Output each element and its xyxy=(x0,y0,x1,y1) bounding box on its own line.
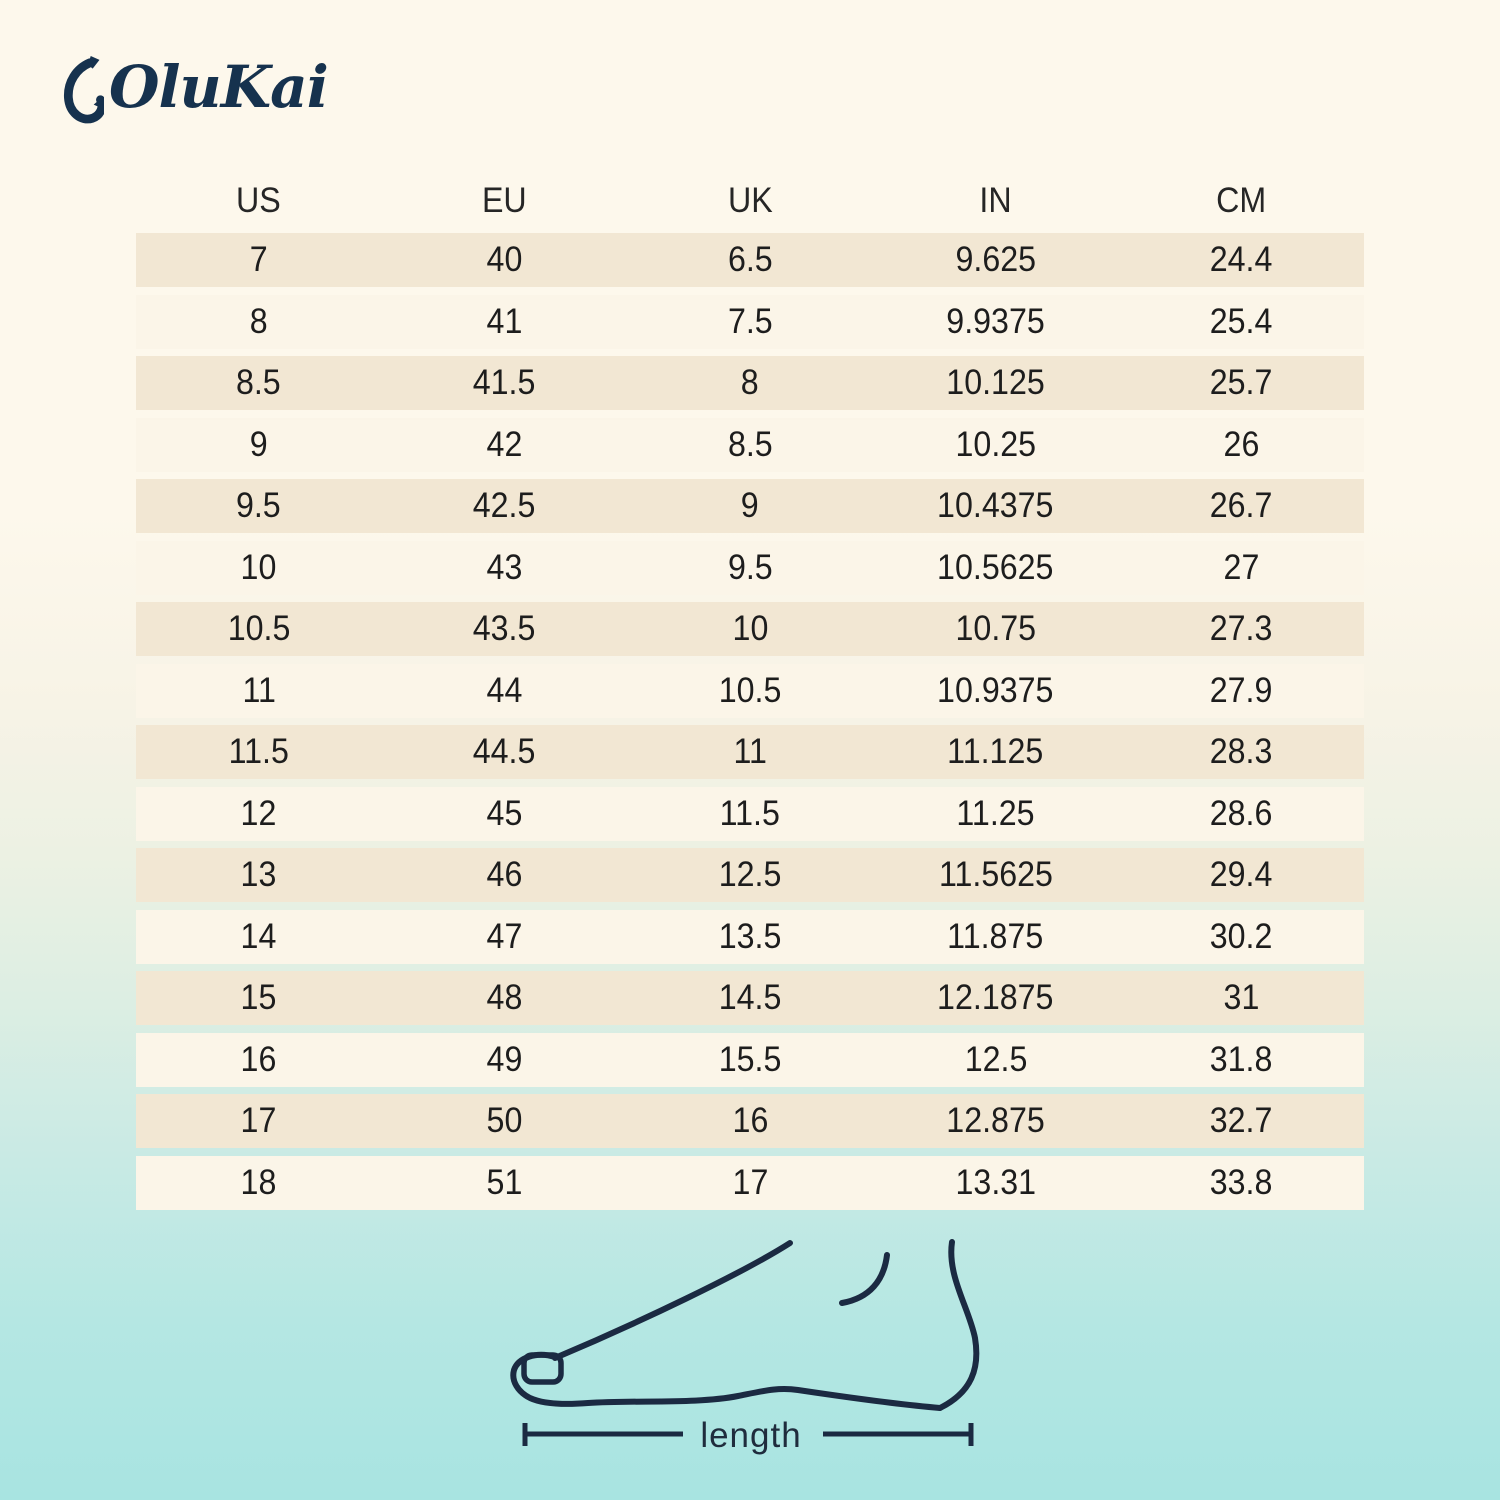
size-cell: 11 xyxy=(733,732,767,771)
foot-sole-line xyxy=(513,1355,940,1408)
table-row xyxy=(136,602,1364,656)
size-cell: 11.5 xyxy=(719,793,781,833)
size-cell: 13 xyxy=(240,855,277,894)
size-cell: 31.8 xyxy=(1209,1039,1273,1079)
header-cell: IN xyxy=(979,180,1012,220)
foot-illustration xyxy=(513,1242,976,1408)
size-cell: 11.5 xyxy=(228,732,289,771)
size-cell: 30.2 xyxy=(1209,916,1273,956)
size-cell: 8.5 xyxy=(236,363,282,402)
size-cell: 26 xyxy=(1223,424,1260,464)
size-cell: 40 xyxy=(486,240,523,279)
heel-line xyxy=(940,1242,976,1408)
size-cell: 47 xyxy=(486,916,523,956)
table-row xyxy=(136,971,1364,1025)
size-cell: 45 xyxy=(486,793,523,833)
size-cell: 32.7 xyxy=(1209,1101,1273,1140)
size-cell: 15 xyxy=(240,978,277,1017)
size-cell: 25.4 xyxy=(1209,301,1273,341)
size-cell: 8 xyxy=(741,363,759,402)
size-cell: 10.75 xyxy=(955,609,1036,648)
size-cell: 44 xyxy=(486,670,523,710)
table-row xyxy=(136,1033,1364,1087)
size-cell: 10 xyxy=(240,547,277,587)
table-row xyxy=(136,1156,1364,1210)
table-row xyxy=(136,848,1364,902)
size-cell: 9.5 xyxy=(236,486,282,525)
size-cell: 6.5 xyxy=(727,240,773,279)
size-cell: 43 xyxy=(486,547,523,587)
table-row xyxy=(136,295,1364,349)
size-cell: 41 xyxy=(486,301,523,341)
foot-top-line xyxy=(555,1243,790,1358)
size-cell: 8 xyxy=(249,301,268,341)
size-cell: 9.5 xyxy=(727,547,773,587)
size-cell: 7 xyxy=(249,240,268,279)
table-row xyxy=(136,787,1364,841)
header-cell: CM xyxy=(1216,180,1267,220)
size-cell: 29.4 xyxy=(1209,855,1273,894)
header-cell: UK xyxy=(727,180,773,220)
size-cell: 11.5625 xyxy=(938,855,1053,894)
size-cell: 10.5625 xyxy=(937,547,1054,587)
ankle-arc xyxy=(842,1255,887,1303)
size-cell: 14 xyxy=(240,916,277,956)
size-cell: 15.5 xyxy=(718,1039,782,1079)
size-cell: 33.8 xyxy=(1209,1162,1273,1202)
size-cell: 18 xyxy=(240,1162,277,1202)
table-row xyxy=(136,1094,1364,1148)
table-body xyxy=(136,233,1364,1210)
size-cell: 13.5 xyxy=(718,916,782,956)
size-cell: 9.625 xyxy=(955,240,1036,279)
size-cell: 12 xyxy=(240,793,277,833)
table-row xyxy=(136,418,1364,472)
size-cell: 42.5 xyxy=(473,486,536,525)
table-row xyxy=(136,725,1364,779)
size-cell: 10.4375 xyxy=(937,486,1054,525)
size-cell: 25.7 xyxy=(1209,363,1273,402)
table-row xyxy=(136,664,1364,718)
brand-name: OluKai xyxy=(109,53,328,121)
size-cell: 9 xyxy=(249,424,268,464)
size-cell: 10.9375 xyxy=(937,670,1054,710)
size-cell: 11.875 xyxy=(947,916,1044,956)
size-cell: 27.9 xyxy=(1209,670,1273,710)
size-cell: 28.3 xyxy=(1209,732,1273,771)
size-cell: 41.5 xyxy=(473,363,536,402)
size-cell: 43.5 xyxy=(473,609,536,648)
size-cell: 44.5 xyxy=(473,732,536,771)
foot-diagram xyxy=(488,1228,1012,1490)
size-cell: 27 xyxy=(1223,547,1260,587)
size-cell: 50 xyxy=(486,1101,523,1140)
header-cell: US xyxy=(236,180,282,220)
size-cell: 11 xyxy=(242,670,276,710)
size-table xyxy=(136,176,1364,1217)
size-cell: 10.5 xyxy=(227,609,291,648)
size-cell: 12.1875 xyxy=(937,978,1054,1017)
size-cell: 49 xyxy=(486,1039,523,1079)
size-cell: 14.5 xyxy=(718,978,782,1017)
size-cell: 27.3 xyxy=(1209,609,1273,648)
size-cell: 10 xyxy=(732,609,768,648)
brand-logo xyxy=(60,54,328,124)
size-cell: 10.125 xyxy=(946,363,1045,402)
length-label: length xyxy=(700,1416,802,1455)
table-row xyxy=(136,541,1364,595)
size-cell: 8.5 xyxy=(727,424,773,464)
size-cell: 13.31 xyxy=(955,1162,1036,1202)
size-cell: 11.25 xyxy=(956,793,1035,833)
size-cell: 12.5 xyxy=(964,1039,1027,1079)
table-header xyxy=(136,176,1364,225)
table-row xyxy=(136,356,1364,410)
size-cell: 12.875 xyxy=(946,1101,1045,1140)
size-cell: 42 xyxy=(486,424,523,464)
size-cell: 10.5 xyxy=(718,670,782,710)
size-cell: 31 xyxy=(1223,978,1260,1017)
size-cell: 9 xyxy=(741,486,759,525)
size-cell: 48 xyxy=(486,978,523,1017)
size-cell: 26.7 xyxy=(1209,486,1273,525)
size-cell: 16 xyxy=(240,1039,277,1079)
size-cell: 16 xyxy=(732,1101,768,1140)
table-row xyxy=(136,910,1364,964)
size-cell: 10.25 xyxy=(955,424,1036,464)
size-cell: 12.5 xyxy=(718,855,782,894)
size-cell: 11.125 xyxy=(947,732,1044,771)
fish-hook-icon xyxy=(60,56,104,124)
size-cell: 17 xyxy=(240,1101,277,1140)
header-cell: EU xyxy=(482,180,527,220)
table-row xyxy=(136,479,1364,533)
size-cell: 51 xyxy=(486,1162,523,1202)
size-cell: 7.5 xyxy=(727,301,773,341)
table-row xyxy=(136,233,1364,287)
size-cell: 46 xyxy=(486,855,523,894)
size-cell: 9.9375 xyxy=(946,301,1045,341)
size-cell: 17 xyxy=(732,1162,768,1202)
size-cell: 24.4 xyxy=(1209,240,1273,279)
size-cell: 28.6 xyxy=(1209,793,1273,833)
